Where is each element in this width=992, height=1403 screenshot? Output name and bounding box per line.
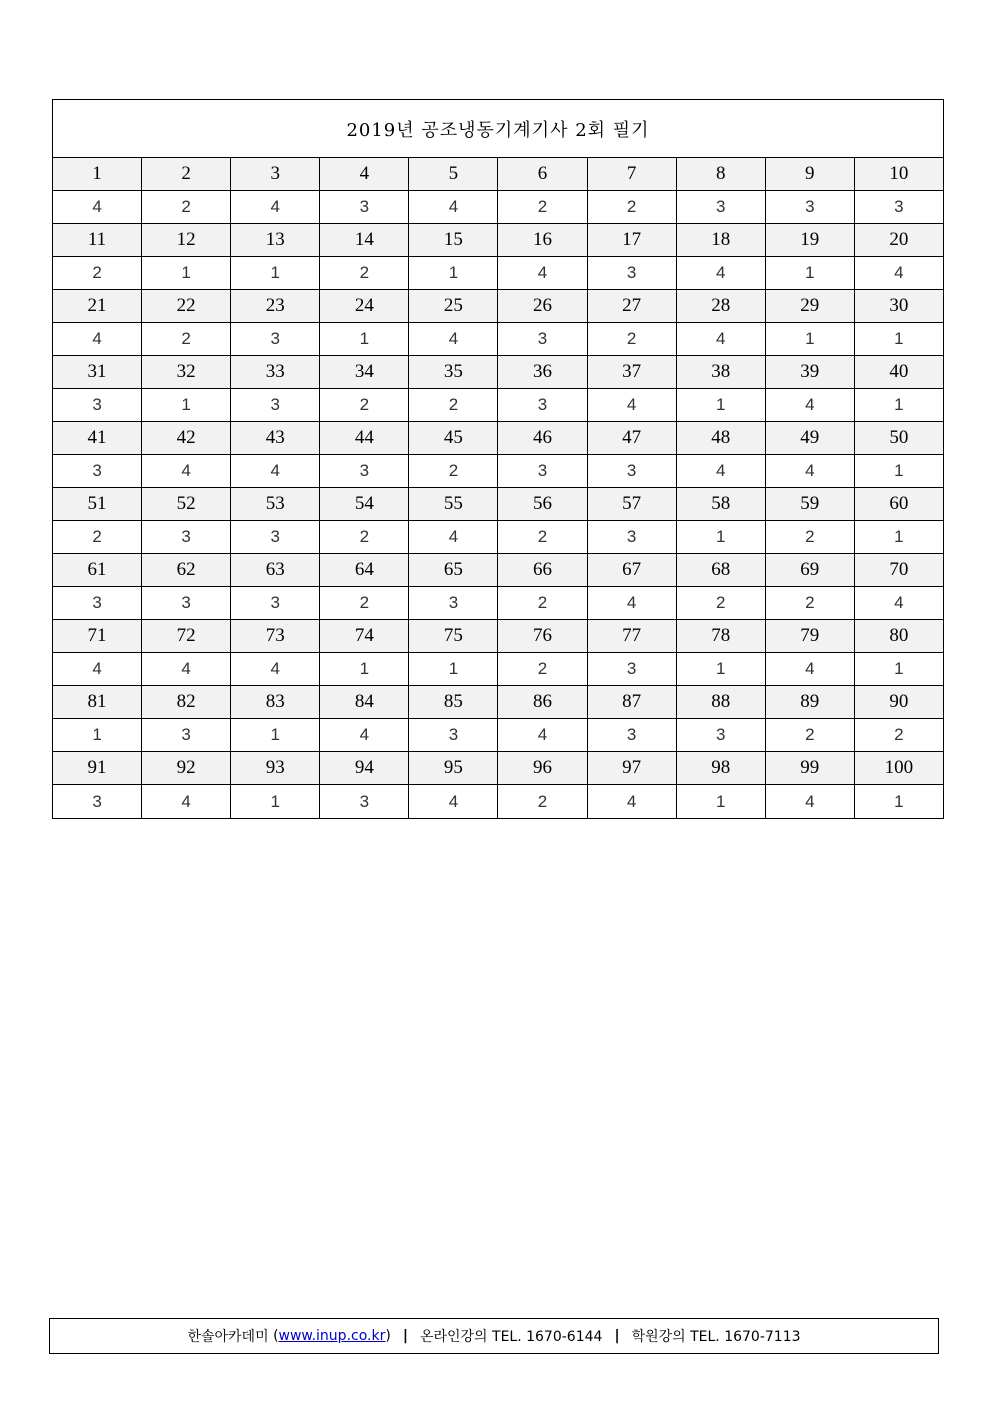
- question-number-row: [53, 686, 943, 719]
- answer-cell: 2: [766, 719, 855, 751]
- question-number-cell: 23: [231, 290, 320, 322]
- question-number-cell: 11: [53, 224, 142, 256]
- answer-cell: 1: [894, 791, 904, 811]
- question-number-cell: 67: [588, 554, 677, 586]
- answer-row: [53, 521, 943, 554]
- answer-cell: 4: [409, 191, 498, 223]
- answer-cell: 3: [677, 191, 766, 223]
- answer-cell: 3: [588, 521, 677, 553]
- answer-cell: 3: [231, 323, 320, 355]
- answer-cell: 1: [320, 323, 409, 355]
- answer-row: [53, 257, 943, 290]
- answer-row: [53, 785, 943, 818]
- answer-cell: 1: [677, 521, 766, 553]
- question-number-cell: 68: [677, 554, 766, 586]
- answer-cell: 2: [498, 521, 587, 553]
- question-number-cell: 76: [498, 620, 587, 652]
- question-number-cell: 84: [320, 686, 409, 718]
- question-number-cell: 37: [588, 356, 677, 388]
- question-number-cell: 28: [677, 290, 766, 322]
- answer-cell: 2: [320, 521, 409, 553]
- answer-cell: 3: [766, 191, 855, 223]
- question-number-cell: 73: [231, 620, 320, 652]
- answer-cell: 4: [53, 323, 142, 355]
- answer-cell: 2: [498, 785, 587, 818]
- answer-cell: 4: [53, 191, 142, 223]
- answer-row: [53, 455, 943, 488]
- answer-cell: 3: [409, 587, 498, 619]
- question-number-cell: 44: [320, 422, 409, 454]
- answer-cell: 4: [142, 785, 231, 818]
- answer-cell: 4: [588, 389, 677, 421]
- answer-cell: 2: [766, 521, 855, 553]
- question-number-cell: 16: [498, 224, 587, 256]
- answer-cell: 4: [142, 653, 231, 685]
- question-number-cell: 30: [889, 295, 909, 316]
- question-number-cell: 81: [53, 686, 142, 718]
- question-number-cell: 80: [889, 625, 909, 646]
- answer-cell: 3: [894, 197, 904, 216]
- answer-cell: 2: [53, 257, 142, 289]
- question-number-cell: 89: [766, 686, 855, 718]
- answer-row: [53, 653, 943, 686]
- question-number-cell: 97: [588, 752, 677, 784]
- question-number-cell: 36: [498, 356, 587, 388]
- question-number-cell: 45: [409, 422, 498, 454]
- answer-cell: 3: [53, 785, 142, 818]
- answer-cell: 2: [498, 587, 587, 619]
- question-number-cell: 92: [142, 752, 231, 784]
- rows-container: [53, 158, 943, 818]
- question-number-cell: 99: [766, 752, 855, 784]
- answer-row: [53, 587, 943, 620]
- question-number-row: [53, 224, 943, 257]
- question-number-cell: 82: [142, 686, 231, 718]
- answer-cell: 2: [677, 587, 766, 619]
- paren-close: ): [385, 1328, 391, 1344]
- answer-cell: 4: [766, 653, 855, 685]
- answer-cell: 3: [231, 587, 320, 619]
- question-number-cell: 50: [889, 427, 909, 448]
- question-number-row: [53, 620, 943, 653]
- question-number-cell: 15: [409, 224, 498, 256]
- question-number-cell: 35: [409, 356, 498, 388]
- question-number-cell: 10: [889, 163, 909, 184]
- answer-cell: 3: [320, 455, 409, 487]
- question-number-cell: 9: [766, 158, 855, 190]
- answer-cell: 2: [588, 323, 677, 355]
- question-number-cell: 41: [53, 422, 142, 454]
- question-number-cell: 14: [320, 224, 409, 256]
- answer-cell: 2: [766, 587, 855, 619]
- answer-cell: 1: [320, 653, 409, 685]
- question-number-cell: 26: [498, 290, 587, 322]
- answer-cell: 4: [142, 455, 231, 487]
- answer-cell: 1: [894, 395, 904, 414]
- answer-cell: 3: [409, 719, 498, 751]
- question-number-cell: 25: [409, 290, 498, 322]
- question-number-cell: 63: [231, 554, 320, 586]
- question-number-cell: 31: [53, 356, 142, 388]
- answer-cell: 3: [588, 455, 677, 487]
- question-number-cell: 90: [889, 691, 909, 712]
- answer-cell: 2: [53, 521, 142, 553]
- answer-cell: 2: [498, 653, 587, 685]
- question-number-row: [53, 356, 943, 389]
- answer-cell: 3: [498, 323, 587, 355]
- answer-cell: 4: [677, 257, 766, 289]
- question-number-row: [53, 422, 943, 455]
- answer-row: [53, 719, 943, 752]
- question-number-cell: 72: [142, 620, 231, 652]
- answer-cell: 3: [588, 719, 677, 751]
- answer-cell: 3: [53, 455, 142, 487]
- question-number-cell: 22: [142, 290, 231, 322]
- answer-cell: 2: [588, 191, 677, 223]
- answer-cell: 3: [142, 521, 231, 553]
- answer-cell: 4: [677, 323, 766, 355]
- question-number-cell: 18: [677, 224, 766, 256]
- answer-cell: 1: [894, 527, 904, 546]
- question-number-cell: 38: [677, 356, 766, 388]
- answer-cell: 4: [588, 785, 677, 818]
- answer-cell: 1: [894, 461, 904, 480]
- answer-cell: 3: [320, 785, 409, 818]
- question-number-cell: 21: [53, 290, 142, 322]
- question-number-cell: 24: [320, 290, 409, 322]
- answer-cell: 1: [766, 257, 855, 289]
- answer-cell: 3: [53, 389, 142, 421]
- question-number-cell: 6: [498, 158, 587, 190]
- answer-cell: 3: [588, 653, 677, 685]
- question-number-cell: 54: [320, 488, 409, 520]
- question-number-cell: 1: [53, 158, 142, 190]
- question-number-cell: 52: [142, 488, 231, 520]
- question-number-cell: 77: [588, 620, 677, 652]
- question-number-cell: 93: [231, 752, 320, 784]
- question-number-cell: 66: [498, 554, 587, 586]
- question-number-cell: 96: [498, 752, 587, 784]
- question-number-cell: 100: [884, 757, 914, 778]
- question-number-cell: 79: [766, 620, 855, 652]
- question-number-cell: 32: [142, 356, 231, 388]
- question-number-cell: 61: [53, 554, 142, 586]
- answer-cell: 1: [53, 719, 142, 751]
- page-title: 2019년 공조냉동기계기사 2회 필기: [53, 100, 943, 158]
- question-number-cell: 59: [766, 488, 855, 520]
- question-number-cell: 51: [53, 488, 142, 520]
- question-number-cell: 58: [677, 488, 766, 520]
- answer-cell: 1: [231, 785, 320, 818]
- question-number-cell: 86: [498, 686, 587, 718]
- question-number-row: [53, 488, 943, 521]
- answer-cell: 4: [677, 455, 766, 487]
- question-number-cell: 47: [588, 422, 677, 454]
- question-number-cell: 75: [409, 620, 498, 652]
- answer-cell: 2: [894, 725, 904, 744]
- answer-cell: 4: [409, 521, 498, 553]
- answer-cell: 1: [894, 329, 904, 348]
- question-number-cell: 48: [677, 422, 766, 454]
- question-number-cell: 60: [889, 493, 909, 514]
- question-number-cell: 74: [320, 620, 409, 652]
- question-number-cell: 34: [320, 356, 409, 388]
- answer-cell: 1: [894, 659, 904, 678]
- answer-cell: 4: [53, 653, 142, 685]
- answer-cell: 3: [498, 389, 587, 421]
- answer-cell: 3: [231, 521, 320, 553]
- answer-cell: 2: [320, 587, 409, 619]
- question-number-cell: 83: [231, 686, 320, 718]
- question-number-cell: 20: [889, 229, 909, 250]
- answer-cell: 3: [53, 587, 142, 619]
- question-number-cell: 88: [677, 686, 766, 718]
- question-number-cell: 12: [142, 224, 231, 256]
- answer-cell: 4: [894, 263, 904, 282]
- question-number-cell: 42: [142, 422, 231, 454]
- question-number-cell: 2: [142, 158, 231, 190]
- question-number-cell: 5: [409, 158, 498, 190]
- online-phone: 온라인강의 TEL. 1670-6144: [419, 1329, 603, 1345]
- question-number-cell: 55: [409, 488, 498, 520]
- answer-cell: 4: [498, 719, 587, 751]
- answer-cell: 2: [320, 389, 409, 421]
- answer-cell: 3: [142, 587, 231, 619]
- answer-cell: 4: [231, 191, 320, 223]
- separator: |: [614, 1328, 620, 1344]
- question-number-cell: 7: [588, 158, 677, 190]
- question-number-cell: 78: [677, 620, 766, 652]
- question-number-row: [53, 290, 943, 323]
- question-number-cell: 46: [498, 422, 587, 454]
- answer-row: [53, 323, 943, 356]
- answer-row: [53, 389, 943, 422]
- question-number-cell: 71: [53, 620, 142, 652]
- academy-name: 한솔아카데미: [187, 1329, 269, 1345]
- paren-open: (: [273, 1328, 279, 1344]
- answer-row: [53, 191, 943, 224]
- question-number-cell: 43: [231, 422, 320, 454]
- answer-cell: 4: [231, 455, 320, 487]
- question-number-cell: 40: [889, 361, 909, 382]
- question-number-cell: 4: [320, 158, 409, 190]
- offline-phone: 학원강의 TEL. 1670-7113: [631, 1329, 801, 1345]
- answer-cell: 1: [677, 389, 766, 421]
- question-number-cell: 56: [498, 488, 587, 520]
- question-number-cell: 3: [231, 158, 320, 190]
- footer: [49, 1318, 939, 1354]
- answer-cell: 4: [409, 323, 498, 355]
- answer-cell: 1: [142, 389, 231, 421]
- answer-cell: 4: [766, 389, 855, 421]
- answer-cell: 2: [409, 389, 498, 421]
- question-number-row: [53, 752, 943, 785]
- question-number-cell: 19: [766, 224, 855, 256]
- answer-cell: 2: [142, 323, 231, 355]
- answer-cell: 4: [766, 785, 855, 818]
- question-number-cell: 87: [588, 686, 677, 718]
- answer-cell: 3: [677, 719, 766, 751]
- question-number-cell: 94: [320, 752, 409, 784]
- answer-cell: 1: [766, 323, 855, 355]
- answer-cell: 4: [231, 653, 320, 685]
- separator: |: [402, 1328, 408, 1344]
- question-number-cell: 91: [53, 752, 142, 784]
- answer-cell: 3: [498, 455, 587, 487]
- answer-cell: 1: [231, 719, 320, 751]
- question-number-cell: 29: [766, 290, 855, 322]
- question-number-cell: 27: [588, 290, 677, 322]
- question-number-cell: 33: [231, 356, 320, 388]
- answer-cell: 1: [142, 257, 231, 289]
- question-number-cell: 85: [409, 686, 498, 718]
- question-number-cell: 57: [588, 488, 677, 520]
- question-number-cell: 95: [409, 752, 498, 784]
- answer-cell: 4: [766, 455, 855, 487]
- answer-cell: 2: [498, 191, 587, 223]
- question-number-cell: 70: [889, 559, 909, 580]
- answer-cell: 4: [320, 719, 409, 751]
- question-number-cell: 62: [142, 554, 231, 586]
- website-link[interactable]: www.inup.co.kr: [278, 1328, 386, 1344]
- question-number-cell: 39: [766, 356, 855, 388]
- question-number-row: [53, 158, 943, 191]
- answer-cell: 1: [677, 785, 766, 818]
- answer-cell: 2: [320, 257, 409, 289]
- question-number-cell: 53: [231, 488, 320, 520]
- answer-cell: 2: [409, 455, 498, 487]
- question-number-cell: 98: [677, 752, 766, 784]
- answer-cell: 1: [231, 257, 320, 289]
- question-number-cell: 13: [231, 224, 320, 256]
- answer-cell: 1: [409, 653, 498, 685]
- answer-cell: 3: [320, 191, 409, 223]
- question-number-cell: 49: [766, 422, 855, 454]
- question-number-row: [53, 554, 943, 587]
- answer-cell: 3: [142, 719, 231, 751]
- question-number-cell: 69: [766, 554, 855, 586]
- question-number-cell: 65: [409, 554, 498, 586]
- answer-cell: 4: [409, 785, 498, 818]
- answer-cell: 3: [231, 389, 320, 421]
- answer-cell: 4: [588, 587, 677, 619]
- question-number-cell: 17: [588, 224, 677, 256]
- answer-cell: 2: [142, 191, 231, 223]
- answer-cell: 3: [588, 257, 677, 289]
- answer-cell: 4: [498, 257, 587, 289]
- answer-cell: 1: [677, 653, 766, 685]
- question-number-cell: 64: [320, 554, 409, 586]
- answer-table: [52, 99, 944, 819]
- question-number-cell: 8: [677, 158, 766, 190]
- answer-cell: 4: [894, 593, 904, 612]
- answer-cell: 1: [409, 257, 498, 289]
